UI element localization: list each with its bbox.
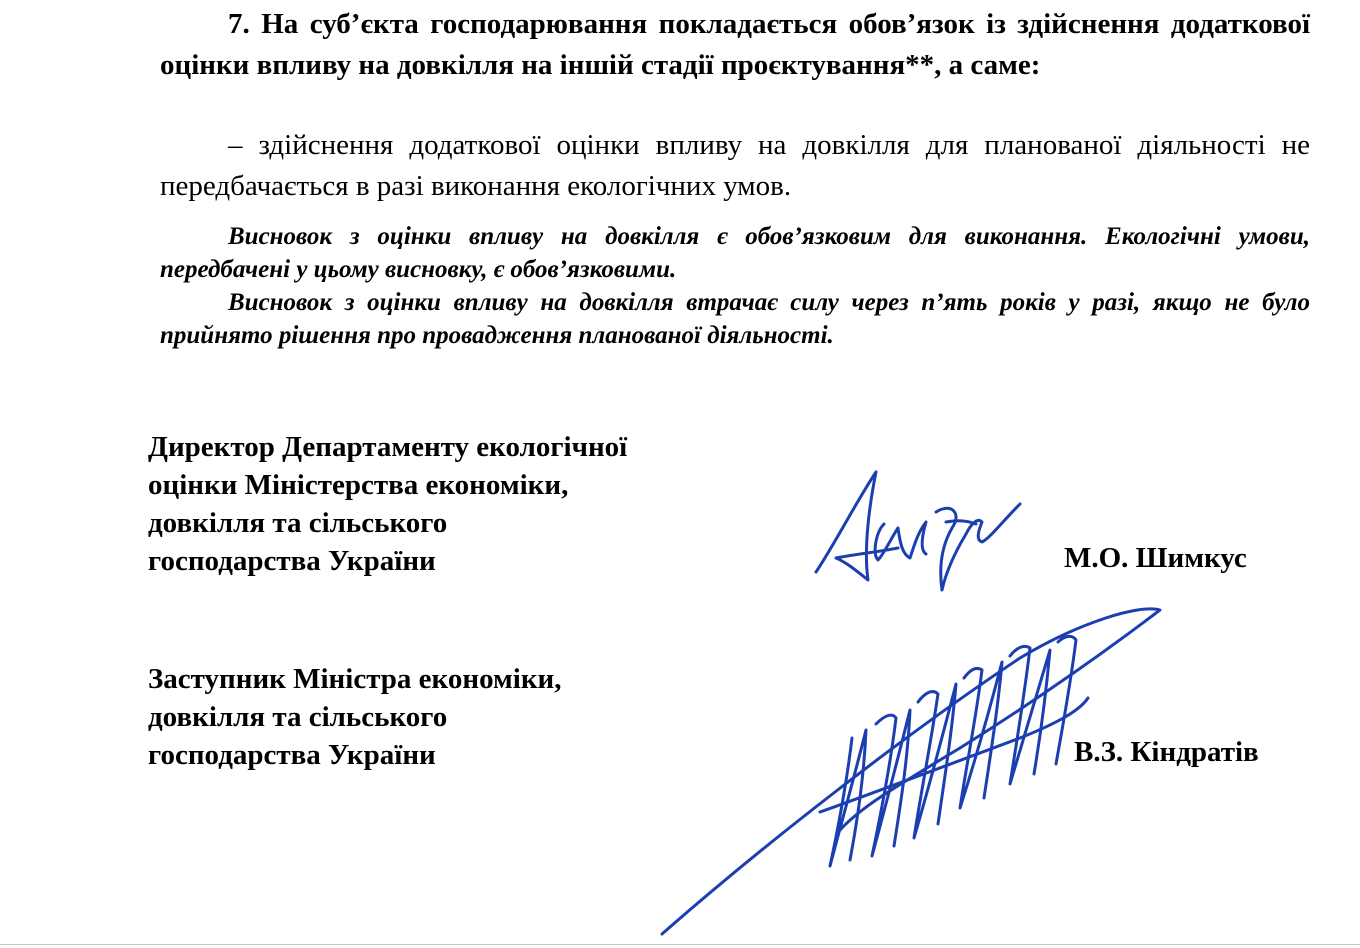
signatory-1-name: М.О. Шимкус (1064, 542, 1247, 574)
signatory-1-title-line: довкілля та сільського (148, 507, 448, 539)
signatory-2-name: В.З. Кіндратів (1074, 736, 1259, 768)
section-7-paragraph: 7. На суб’єкта господарювання покладається обов’язок із здійснення додаткової оцінки впливу на довкілля на іншій стадії проєктування**, а саме: (160, 8, 1310, 81)
expiry-note: Висновок з оцінки впливу на довкілля втрачає силу через п’ять років у разі, якщо не було прийнято рішення про провадження планованої діяльності. (160, 289, 1310, 349)
section-7-item: – здійснення додаткової оцінки впливу на довкілля для планованої діяльності не передбачається в разі виконання екологічних умов. (160, 129, 1310, 202)
signature-1-image (806, 462, 1036, 602)
signatory-1-title (148, 428, 627, 580)
signatory-1-title-line: Директор Департаменту екологічної (148, 431, 628, 463)
signatory-2-title-line: господарства України (148, 739, 436, 771)
signatory-2-title (148, 660, 562, 774)
signatory-2-title-line: довкілля та сільського (148, 701, 448, 733)
signatory-1-title-line: господарства України (148, 545, 436, 577)
binding-note: Висновок з оцінки впливу на довкілля є обов’язковим для виконання. Екологічні умови, передбачені у цьому висновку, є обов’язковими. (160, 223, 1310, 283)
signatory-2-title-line: Заступник Міністра економіки, (148, 663, 562, 695)
signature-2-image (640, 598, 1180, 948)
page-bottom-edge (0, 944, 1360, 945)
signatory-1-title-line: оцінки Міністерства економіки, (148, 469, 569, 501)
